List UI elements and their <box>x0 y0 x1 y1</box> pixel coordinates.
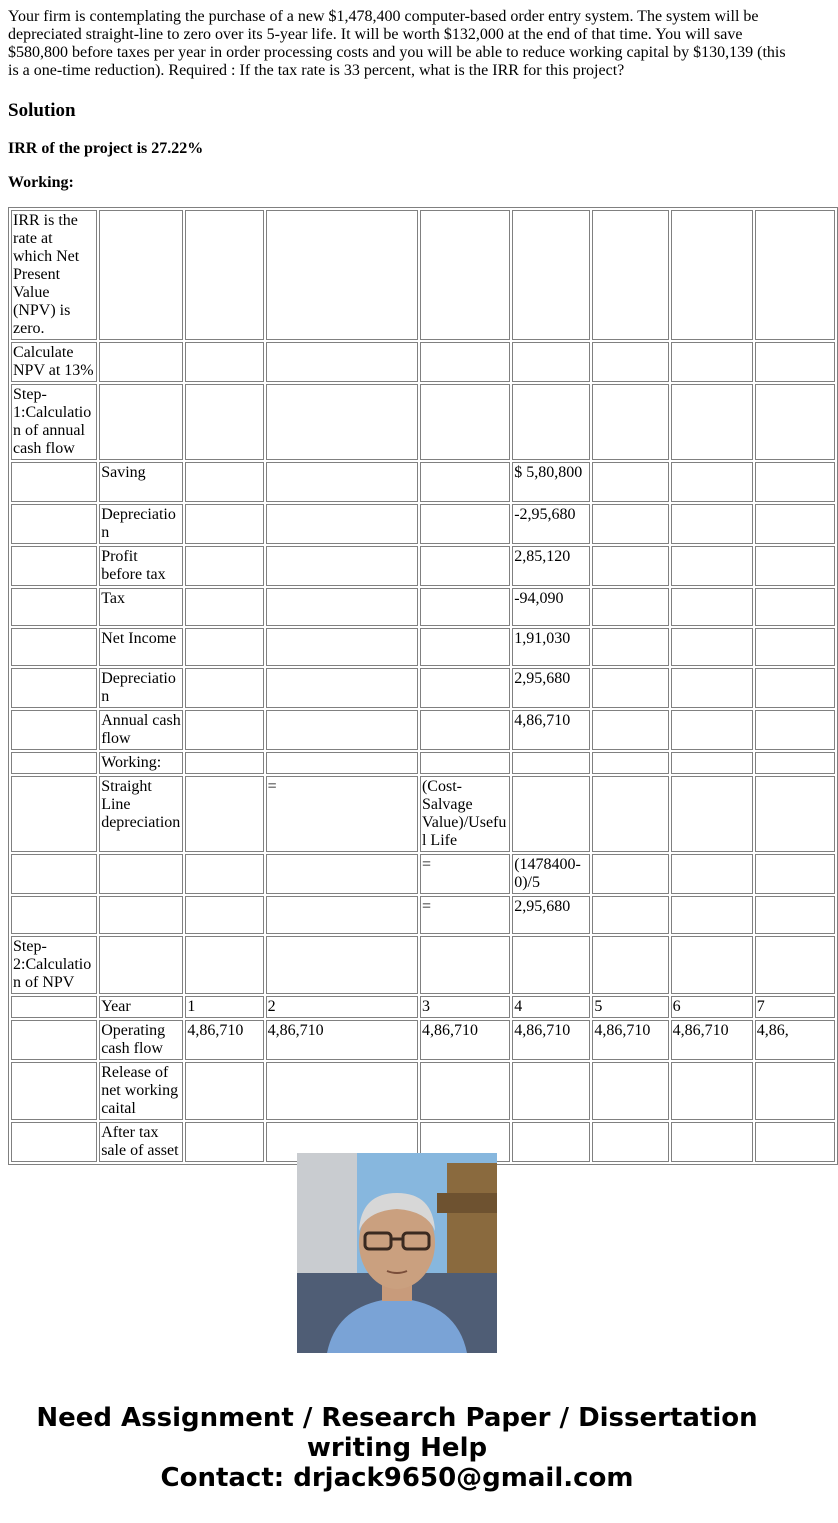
table-cell: Step-1:Calculation of annual cash flow <box>11 384 97 460</box>
table-cell: Saving <box>99 462 183 502</box>
table-cell: 5 <box>592 996 668 1018</box>
footer-line-2: writing Help <box>306 1433 488 1463</box>
table-cell: -2,95,680 <box>512 504 590 544</box>
table-cell: 4,86,710 <box>512 710 590 750</box>
table-row <box>11 342 835 382</box>
table-cell: IRR is the rate at which Net Present Value (NPV) is zero. <box>11 210 97 340</box>
table-cell: $ 5,80,800 <box>512 462 590 502</box>
table-cell: = <box>420 854 510 894</box>
table-cell: Release of net working caital <box>99 1062 183 1120</box>
table-cell: 4,86,710 <box>420 1020 510 1060</box>
table-cell: Depreciation <box>99 668 183 708</box>
table-row <box>11 588 835 626</box>
table-cell: Annual cash flow <box>99 710 183 750</box>
table-cell: 4,86,710 <box>185 1020 263 1060</box>
table-row <box>11 752 835 774</box>
avatar <box>297 1153 497 1353</box>
table-row <box>11 896 835 934</box>
table-cell: 2,85,120 <box>512 546 590 586</box>
table-cell: Straight Line depreciation <box>99 776 183 852</box>
footer-line-1: Need Assignment / Research Paper / Dissertation <box>36 1403 758 1433</box>
table-cell: -94,090 <box>512 588 590 626</box>
table-row <box>11 504 835 544</box>
table-cell: Working: <box>99 752 183 774</box>
table-row <box>11 996 835 1018</box>
table-cell: (Cost-Salvage Value)/Useful Life <box>420 776 510 852</box>
table-row <box>11 936 835 994</box>
table-row <box>11 668 835 708</box>
table-cell: 4,86, <box>755 1020 835 1060</box>
table-row <box>11 210 835 340</box>
table-cell: 4,86,710 <box>592 1020 668 1060</box>
working-table-container[interactable] <box>8 207 794 1159</box>
table-cell: 4 <box>512 996 590 1018</box>
table-cell: Depreciation <box>99 504 183 544</box>
table-cell: Profit before tax <box>99 546 183 586</box>
table-cell: 3 <box>420 996 510 1018</box>
table-cell: 1,91,030 <box>512 628 590 666</box>
table-cell: Calculate NPV at 13% <box>11 342 97 382</box>
portrait-image <box>297 1153 497 1353</box>
table-row <box>11 1062 835 1120</box>
table-cell: (1478400-0)/5 <box>512 854 590 894</box>
table-cell: 2,95,680 <box>512 896 590 934</box>
table-cell: After tax sale of asset <box>99 1122 183 1162</box>
table-row <box>11 710 835 750</box>
table-row <box>11 1020 835 1060</box>
table-cell: 2,95,680 <box>512 668 590 708</box>
working-label: Working: <box>8 174 74 191</box>
working-table <box>8 207 838 1165</box>
table-cell: 7 <box>755 996 835 1018</box>
table-cell: = <box>266 776 418 852</box>
table-row <box>11 628 835 666</box>
table-row <box>11 854 835 894</box>
table-cell: 4,86,710 <box>671 1020 753 1060</box>
table-cell: 4,86,710 <box>266 1020 418 1060</box>
question-text: Your firm is contemplating the purchase of a new $1,478,400 computer-based order entry system. The system will be depreciated straight-line to zero over its 5-year life. It will be worth $132,000 at the end of that time. You will save $580,800 before taxes per year in order processing costs and you will be able to reduce working capital by $130,139 (this is a one-time reduction). Required : If the tax rate is 33 percent, what is the IRR for this project? <box>8 8 786 79</box>
table-cell: 6 <box>671 996 753 1018</box>
table-cell: Step-2:Calculation of NPV <box>11 936 97 994</box>
solution-heading: Solution <box>8 100 76 121</box>
table-cell: 4,86,710 <box>512 1020 590 1060</box>
table-cell: 2 <box>266 996 418 1018</box>
table-cell: 1 <box>185 996 263 1018</box>
table-cell: Year <box>99 996 183 1018</box>
table-row <box>11 546 835 586</box>
table-row <box>11 462 835 502</box>
answer-text: IRR of the project is 27.22% <box>8 140 204 157</box>
footer-contact-email[interactable]: Contact: drjack9650@gmail.com <box>160 1463 634 1493</box>
table-cell: Net Income <box>99 628 183 666</box>
table-cell: = <box>420 896 510 934</box>
table-cell: Tax <box>99 588 183 626</box>
contact-footer <box>0 1403 794 1493</box>
table-cell: Operating cash flow <box>99 1020 183 1060</box>
table-row <box>11 384 835 460</box>
table-row <box>11 776 835 852</box>
